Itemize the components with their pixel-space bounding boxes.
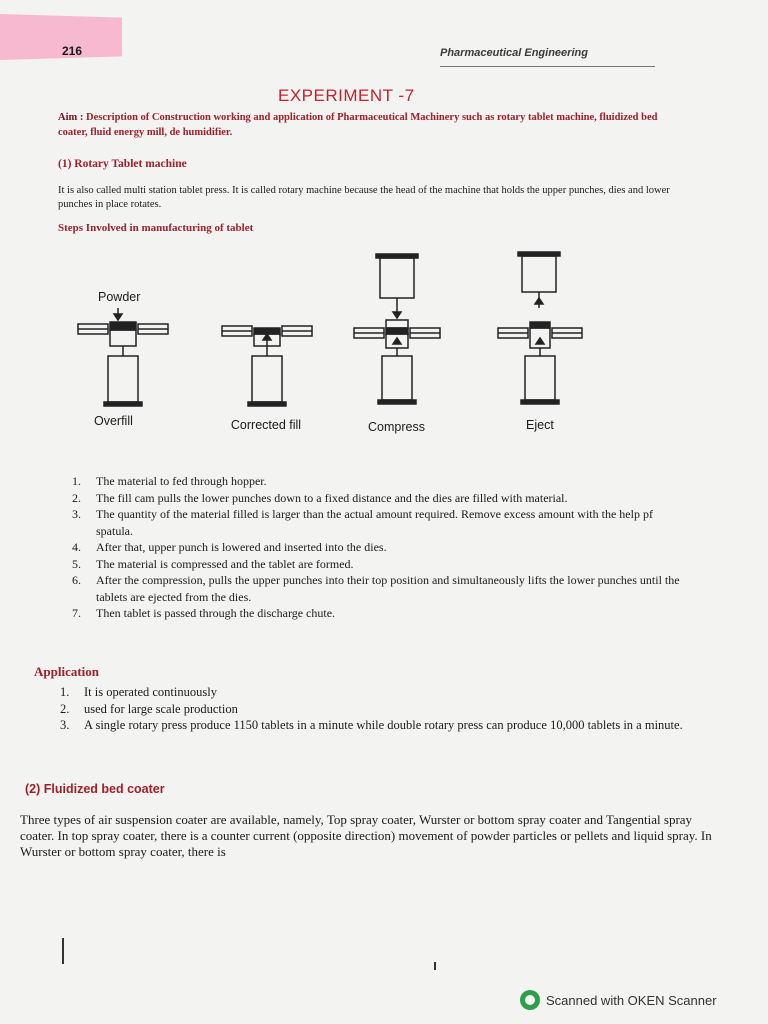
eject-stage-drawing: [498, 252, 582, 404]
header-brand: Pharmaceutical Engineering: [440, 47, 588, 59]
section-heading-rotary: (1) Rotary Tablet machine: [58, 158, 187, 170]
experiment-title: EXPERIMENT -7: [278, 86, 415, 105]
steps-heading: Steps Involved in manufacturing of tablet: [58, 222, 254, 234]
powder-label: Powder: [98, 290, 141, 304]
list-item: 2. used for large scale production: [60, 701, 238, 716]
stage-label-compress: Compress: [368, 420, 425, 434]
list-item: 1. It is operated continuously: [60, 685, 217, 699]
rotary-intro-paragraph: It is also called multi station tablet press. It is called rotary machine because the head of the machine that holds the upper punches, dies and lower punches in place rotates.: [58, 185, 670, 210]
scanner-text: Scanned with OKEN Scanner: [546, 992, 717, 1008]
corrected-fill-stage-drawing: [222, 326, 312, 406]
page-number-tab: [0, 14, 122, 60]
list-item: 3. A single rotary press produce 1150 tablets in a minute while double rotary press can produce 10,000 tablets in a minute.: [60, 718, 683, 732]
section-heading-fluidized-bed: (2) Fluidized bed coater: [25, 782, 165, 796]
list-item: 2. The fill cam pulls the lower punches down to a fixed distance and the dies are filled with material.: [72, 490, 568, 505]
scanner-logo-icon: [520, 990, 540, 1010]
fluidized-bed-paragraph: Three types of air suspension coater are available, namely, Top spray coater, Wurster or bottom spray coater and Tangential spray coater. In top spray coater, there is a counter current (opposite direction) movement of powder particles or pellets and liquid spray. In Wurster or bottom spray coater, there is: [20, 812, 712, 859]
page-number: 216: [62, 44, 83, 58]
stage-label-eject: Eject: [526, 418, 554, 432]
scan-mark: [434, 962, 436, 970]
tablet-steps-illustration: [70, 248, 630, 418]
application-heading: Application: [34, 664, 100, 679]
header-rule: [440, 66, 655, 67]
compress-stage-drawing: [354, 254, 440, 404]
stage-label-corrected-fill: Corrected fill: [230, 418, 302, 432]
list-item: 4. After that, upper punch is lowered and inserted into the dies.: [72, 540, 387, 554]
aim-label: Aim :: [58, 112, 84, 123]
application-list: [60, 684, 710, 734]
list-item: 6. After the compression, pulls the upper punches into their top position and simultaneously lifts the lower punches until the tablets are ejected from the dies.: [72, 573, 680, 604]
stage-label-overfill: Overfill: [94, 414, 133, 428]
list-item: 5. The material is compressed and the tablet are formed.: [72, 556, 354, 571]
aim-body: Description of Construction working and application of Pharmaceutical Machinery such as rotary tablet machine, fluidized bed coater, fluid energy mill, de humidifier.: [58, 112, 658, 138]
list-item: 1. The material to fed through hopper.: [72, 474, 267, 488]
steps-list: [72, 473, 687, 622]
overfill-stage-drawing: [78, 308, 168, 406]
scanner-watermark: [520, 990, 717, 1010]
tablet-steps-diagram: [70, 248, 630, 434]
scan-mark: [62, 938, 64, 964]
aim-text: [58, 110, 688, 140]
list-item: 7. Then tablet is passed through the discharge chute.: [72, 606, 336, 620]
list-item: 3. The quantity of the material filled is larger than the actual amount required. Remove excess amount with the help pf spatula.: [72, 507, 653, 538]
